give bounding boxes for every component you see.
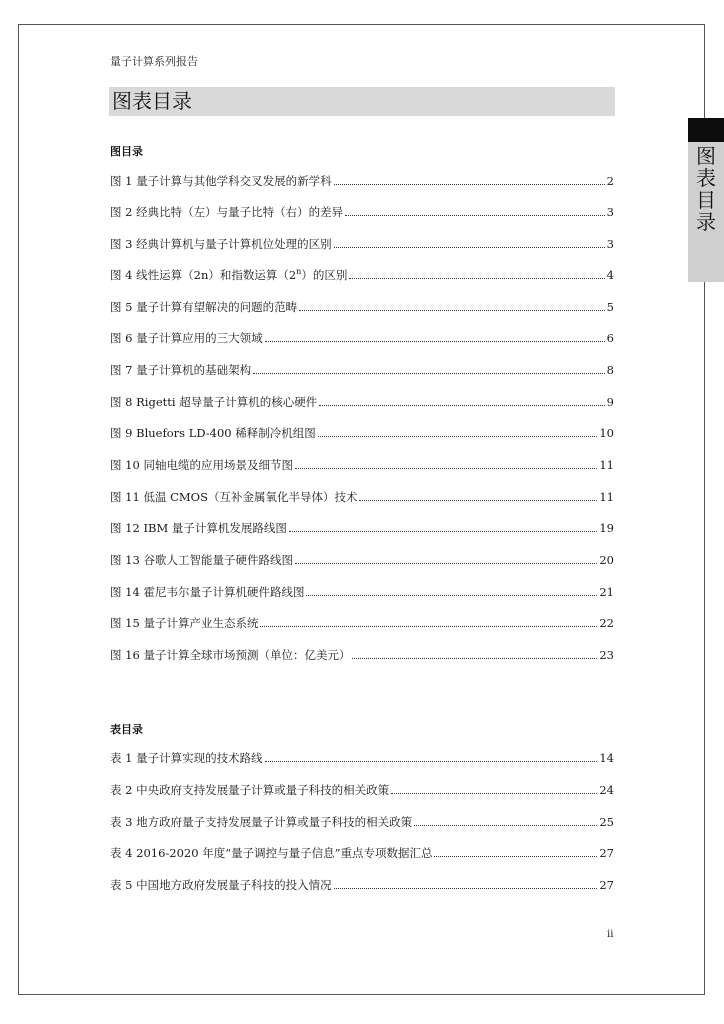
- side-tab-text: [688, 145, 724, 233]
- toc-entry[interactable]: [110, 267, 614, 283]
- side-tab-char: 图: [696, 144, 716, 168]
- dot-leader: [265, 760, 598, 762]
- dot-leader: [359, 499, 597, 501]
- toc-entry[interactable]: [110, 394, 614, 410]
- toc-entry[interactable]: [110, 457, 614, 473]
- side-tab-marker: [688, 118, 724, 142]
- toc-entry-label: 图 3 经典计算机与量子计算机位处理的区别: [110, 237, 332, 251]
- toc-entry[interactable]: [110, 520, 614, 536]
- toc-entry-label: 图 10 同轴电缆的应用场景及细节图: [110, 458, 293, 472]
- dot-leader: [334, 887, 598, 889]
- tables-heading: 表目录: [110, 723, 143, 736]
- dot-leader: [345, 214, 605, 216]
- toc-entry-page: 14: [599, 751, 614, 765]
- toc-entry[interactable]: [110, 489, 614, 505]
- page-title-bar: [109, 87, 615, 116]
- toc-entry-page: 3: [606, 237, 614, 251]
- toc-entry[interactable]: [110, 845, 614, 861]
- toc-entry-page: 11: [599, 490, 614, 504]
- toc-entry[interactable]: [110, 782, 614, 798]
- toc-entry-page: 4: [606, 268, 614, 282]
- toc-entry-page: 25: [599, 815, 614, 829]
- toc-entry[interactable]: [110, 330, 614, 346]
- toc-entry-label: 表 2 中央政府支持发展量子计算或量子科技的相关政策: [110, 783, 390, 797]
- dot-leader: [414, 824, 597, 826]
- toc-entry-label: 图 16 量子计算全球市场预测（单位：亿美元）: [110, 648, 351, 662]
- running-header: 量子计算系列报告: [110, 55, 198, 68]
- dot-leader: [391, 792, 597, 794]
- toc-entry-label: 图 11 低温 CMOS（互补金属氧化半导体）技术: [110, 490, 358, 504]
- page-number: ii: [607, 929, 614, 940]
- side-tab-char: 表: [696, 166, 716, 190]
- toc-entry-page: 3: [606, 205, 614, 219]
- page-title: 图表目录: [112, 89, 192, 113]
- dot-leader: [289, 530, 597, 532]
- toc-entry-page: 27: [599, 878, 614, 892]
- toc-entry-label-end: ）的区别: [301, 268, 348, 282]
- toc-entry[interactable]: [110, 615, 614, 631]
- dot-leader: [299, 309, 605, 311]
- toc-entry[interactable]: [110, 236, 614, 252]
- dot-leader: [295, 562, 597, 564]
- toc-entry-label: 图 13 谷歌人工智能量子硬件路线图: [110, 553, 293, 567]
- toc-entry[interactable]: [110, 647, 614, 663]
- toc-entry[interactable]: [110, 814, 614, 830]
- toc-entry-label: 图 6 量子计算应用的三大领域: [110, 331, 263, 345]
- toc-entry-page: 10: [599, 426, 614, 440]
- toc-entry-label: 图 5 量子计算有望解决的问题的范畴: [110, 300, 298, 314]
- toc-entry-label: 图 2 经典比特（左）与量子比特（右）的差异: [110, 205, 344, 219]
- dot-leader: [334, 183, 605, 185]
- toc-entry-page: 23: [599, 648, 614, 662]
- dot-leader: [334, 246, 605, 248]
- toc-entry-label: 表 5 中国地方政府发展量子科技的投入情况: [110, 878, 332, 892]
- figures-heading: 图目录: [110, 145, 143, 158]
- toc-entry-page: 19: [599, 521, 614, 535]
- toc-entry-page: 22: [599, 616, 614, 630]
- toc-entry[interactable]: [110, 299, 614, 315]
- dot-leader: [265, 340, 605, 342]
- toc-entry-label: 图 12 IBM 量子计算机发展路线图: [110, 521, 287, 535]
- toc-entry-label: 表 4 2016-2020 年度“量子调控与量子信息”重点专项数据汇总: [110, 846, 433, 860]
- toc-entry-page: 21: [599, 585, 614, 599]
- toc-entry-page: 27: [599, 846, 614, 860]
- toc-entry[interactable]: [110, 552, 614, 568]
- toc-entry-label-start: 图 4 线性运算（2n）和指数运算（2: [110, 268, 297, 282]
- side-tab-char: 录: [696, 210, 716, 234]
- toc-entry-label: 图 7 量子计算机的基础架构: [110, 363, 252, 377]
- toc-entry-page: 11: [599, 458, 614, 472]
- toc-entry-page: 9: [606, 395, 614, 409]
- toc-entry-label: 图 14 霍尼韦尔量子计算机硬件路线图: [110, 585, 305, 599]
- toc-entry[interactable]: [110, 204, 614, 220]
- toc-entry[interactable]: [110, 584, 614, 600]
- side-tab-char: 目: [696, 188, 716, 212]
- toc-entry-label: [110, 267, 347, 283]
- toc-entry[interactable]: [110, 877, 614, 893]
- toc-entry-label: 表 3 地方政府量子支持发展量子计算或量子科技的相关政策: [110, 815, 413, 829]
- toc-entry-page: 5: [606, 300, 614, 314]
- dot-leader: [319, 404, 604, 406]
- toc-entry-page: 2: [606, 174, 614, 188]
- dot-leader: [349, 277, 604, 279]
- superscript: n: [296, 267, 302, 277]
- dot-leader: [260, 625, 597, 627]
- toc-entry-page: 8: [606, 363, 614, 377]
- dot-leader: [434, 855, 597, 857]
- toc-entry-label: 图 1 量子计算与其他学科交叉发展的新学科: [110, 174, 332, 188]
- dot-leader: [306, 594, 597, 596]
- dot-leader: [295, 467, 597, 469]
- toc-entry-label: 图 8 Rigetti 超导量子计算机的核心硬件: [110, 395, 318, 409]
- dot-leader: [318, 435, 598, 437]
- toc-entry-page: 24: [599, 783, 614, 797]
- toc-entry[interactable]: [110, 173, 614, 189]
- toc-entry[interactable]: [110, 362, 614, 378]
- dot-leader: [253, 372, 605, 374]
- dot-leader: [352, 657, 597, 659]
- toc-entry-label: 表 1 量子计算实现的技术路线: [110, 751, 263, 765]
- toc-entry-label: 图 15 量子计算产业生态系统: [110, 616, 259, 630]
- toc-entry[interactable]: [110, 750, 614, 766]
- side-tab: [688, 118, 724, 282]
- toc-entry[interactable]: [110, 425, 614, 441]
- toc-entry-label: 图 9 Bluefors LD-400 稀释制冷机组图: [110, 426, 316, 440]
- toc-entry-page: 6: [606, 331, 614, 345]
- toc-entry-page: 20: [599, 553, 614, 567]
